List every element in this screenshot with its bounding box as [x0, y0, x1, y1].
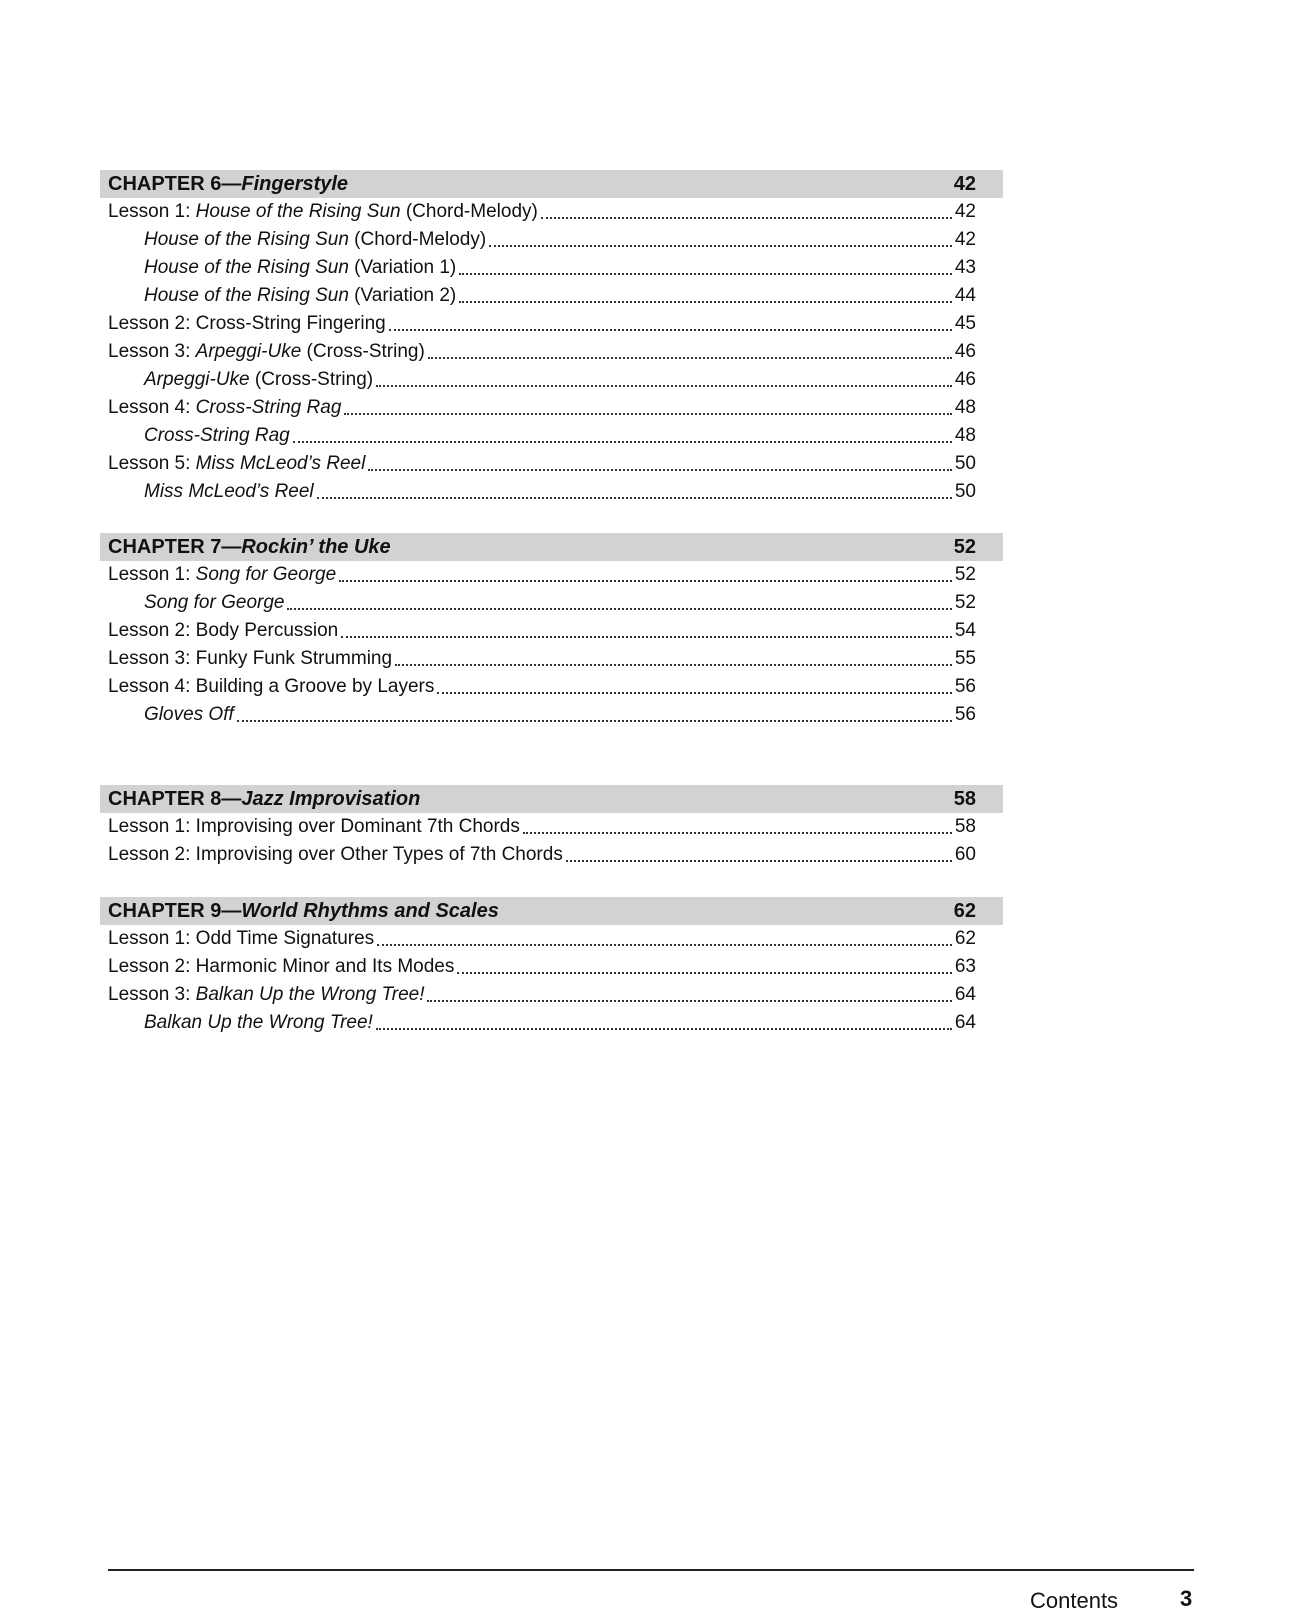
dot-leader [459, 272, 952, 275]
entry-page-number: 62 [954, 928, 976, 949]
footer-page-number: 3 [1180, 1586, 1193, 1611]
entry-page-number: 54 [954, 620, 976, 641]
dot-leader [287, 607, 951, 610]
entry-page-number: 48 [954, 397, 976, 418]
dot-leader [523, 831, 952, 834]
entry-prefix: Lesson 2: Cross-String Fingering [108, 313, 386, 334]
entry-prefix: Lesson 3: [108, 984, 196, 1005]
entry-prefix: Lesson 4: [108, 397, 196, 418]
dot-leader [541, 216, 952, 219]
entry-page-number: 58 [954, 816, 976, 837]
entry-italic-title: Miss McLeod’s Reel [144, 481, 314, 502]
entry-page-number: 55 [954, 648, 976, 669]
entry-prefix: Lesson 5: [108, 453, 196, 474]
entry-suffix: (Variation 1) [348, 257, 457, 278]
dot-leader [376, 1027, 952, 1030]
toc-entry [100, 422, 1003, 450]
entry-italic-title: Miss McLeod’s Reel [195, 453, 366, 474]
dot-leader [389, 328, 952, 331]
entry-page-number: 64 [954, 984, 976, 1005]
chapter-subject: Fingerstyle [241, 172, 349, 195]
chapter-page: 42 [953, 172, 976, 195]
toc-chapter-6 [100, 170, 1003, 506]
entry-suffix: (Cross-String) [301, 341, 425, 362]
chapter-subject: Rockin’ the Uke [241, 535, 391, 558]
toc-entry [100, 338, 1003, 366]
entry-italic-title: Balkan Up the Wrong Tree! [195, 984, 425, 1005]
entry-page-number: 42 [954, 229, 976, 250]
toc-entry [100, 841, 1003, 869]
chapter-page: 52 [953, 535, 976, 558]
toc-entry [100, 925, 1003, 953]
entry-italic-title: House of the Rising Sun [144, 257, 349, 278]
entry-italic-title: House of the Rising Sun [195, 201, 401, 222]
entry-prefix: Lesson 4: Building a Groove by Layers [108, 676, 435, 697]
chapter-label: CHAPTER 6— [108, 172, 242, 195]
dot-leader [317, 496, 952, 499]
entry-page-number: 52 [954, 564, 976, 585]
toc-entry [100, 953, 1003, 981]
entry-prefix: Lesson 2: Harmonic Minor and Its Modes [108, 956, 455, 977]
toc-entry [100, 478, 1003, 506]
chapter-label: CHAPTER 8— [108, 787, 242, 810]
entry-page-number: 48 [954, 425, 976, 446]
entry-suffix: (Cross-String) [249, 369, 374, 390]
dot-leader [459, 300, 952, 303]
toc-entry [100, 561, 1003, 589]
entry-prefix: Lesson 3: [108, 341, 196, 362]
chapter-heading [100, 533, 1003, 561]
entry-italic-title: House of the Rising Sun [144, 285, 349, 306]
dot-leader [566, 859, 952, 862]
entry-prefix: Lesson 1: [108, 564, 196, 585]
toc-entry [100, 254, 1003, 282]
toc-entry [100, 1009, 1003, 1037]
entry-page-number: 56 [954, 704, 976, 725]
dot-leader [344, 412, 951, 415]
chapter-subject: World Rhythms and Scales [241, 899, 499, 922]
toc-chapter-9 [100, 897, 1003, 1037]
chapter-page: 58 [953, 787, 976, 810]
entry-italic-title: Cross-String Rag [195, 397, 342, 418]
toc-entry [100, 617, 1003, 645]
dot-leader [339, 579, 952, 582]
dot-leader [427, 999, 951, 1002]
dot-leader [368, 468, 952, 471]
chapter-label: CHAPTER 9— [108, 899, 242, 922]
toc-chapter-7 [100, 533, 1003, 729]
chapter-subject: Jazz Improvisation [241, 787, 421, 810]
dot-leader [395, 663, 952, 666]
chapter-heading [100, 897, 1003, 925]
entry-italic-title: Song for George [195, 564, 337, 585]
chapter-label: CHAPTER 7— [108, 535, 242, 558]
toc-entry [100, 701, 1003, 729]
entry-prefix: Lesson 1: Improvising over Dominant 7th Chords [108, 816, 520, 837]
entry-prefix: Lesson 2: Body Percussion [108, 620, 339, 641]
entry-prefix: Lesson 3: Funky Funk Strumming [108, 648, 393, 669]
toc-entry [100, 981, 1003, 1009]
dot-leader [437, 691, 952, 694]
entry-italic-title: Song for George [144, 592, 285, 613]
entry-page-number: 50 [954, 453, 976, 474]
dot-leader [341, 635, 952, 638]
toc-entry [100, 813, 1003, 841]
entry-page-number: 60 [954, 844, 976, 865]
chapter-page: 62 [953, 899, 976, 922]
entry-prefix: Lesson 1: Odd Time Signatures [108, 928, 375, 949]
entry-page-number: 46 [954, 341, 976, 362]
entry-italic-title: Arpeggi-Uke [195, 341, 302, 362]
entry-page-number: 63 [954, 956, 976, 977]
toc-entry [100, 645, 1003, 673]
toc-entry [100, 198, 1003, 226]
toc-entry [100, 282, 1003, 310]
entry-prefix: Lesson 2: Improvising over Other Types of 7th Chords [108, 844, 563, 865]
entry-italic-title: Arpeggi-Uke [144, 369, 250, 390]
entry-italic-title: House of the Rising Sun [144, 229, 349, 250]
toc-entry [100, 366, 1003, 394]
entry-italic-title: Balkan Up the Wrong Tree! [144, 1012, 373, 1033]
dot-leader [293, 440, 952, 443]
toc-entry [100, 589, 1003, 617]
entry-page-number: 52 [954, 592, 976, 613]
dot-leader [428, 356, 952, 359]
entry-suffix: (Variation 2) [348, 285, 457, 306]
entry-page-number: 64 [954, 1012, 976, 1033]
dot-leader [377, 943, 952, 946]
chapter-heading [100, 170, 1003, 198]
dot-leader [376, 384, 952, 387]
footer-section-label: Contents [1030, 1588, 1119, 1613]
dot-leader [457, 971, 951, 974]
toc-entry [100, 226, 1003, 254]
entry-page-number: 44 [954, 285, 976, 306]
toc-entry [100, 450, 1003, 478]
entry-page-number: 56 [954, 676, 976, 697]
toc-entry [100, 310, 1003, 338]
dot-leader [489, 244, 952, 247]
entry-page-number: 43 [954, 257, 976, 278]
entry-page-number: 46 [954, 369, 976, 390]
entry-suffix: (Chord-Melody) [348, 229, 487, 250]
toc-chapter-8 [100, 785, 1003, 869]
toc-entry [100, 394, 1003, 422]
entry-suffix: (Chord-Melody) [400, 201, 538, 222]
footer-rule [108, 1569, 1194, 1571]
toc-entry [100, 673, 1003, 701]
entry-italic-title: Gloves Off [144, 704, 234, 725]
entry-prefix: Lesson 1: [108, 201, 196, 222]
entry-page-number: 45 [954, 313, 976, 334]
entry-page-number: 50 [954, 481, 976, 502]
dot-leader [237, 719, 952, 722]
chapter-heading [100, 785, 1003, 813]
entry-page-number: 42 [954, 201, 976, 222]
entry-italic-title: Cross-String Rag [144, 425, 290, 446]
